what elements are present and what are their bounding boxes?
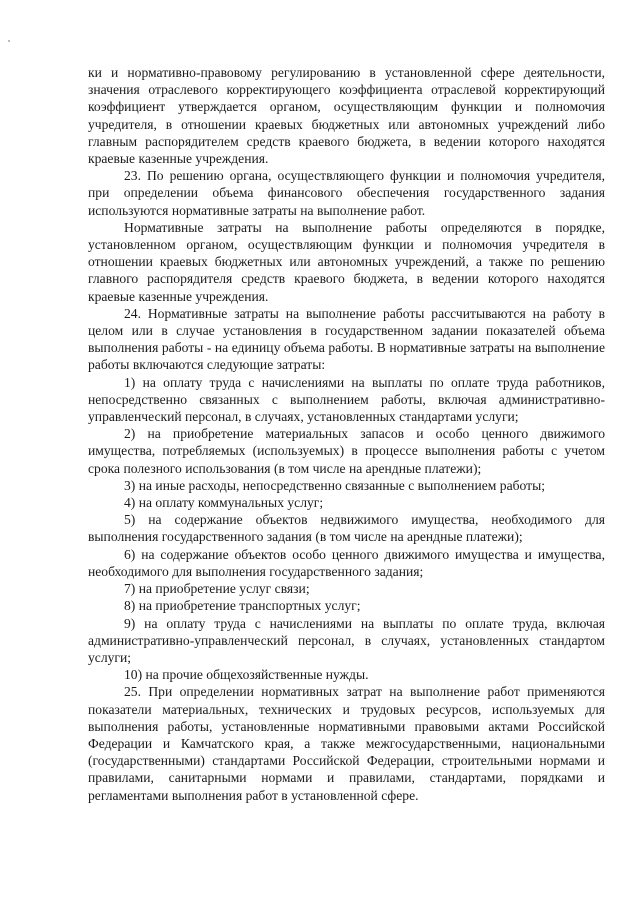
paragraph-continuation: ки и нормативно-правовому регулированию в установленной сфере деятельности, значения отраслевого корректирующего коэффициента отраслевой корректирующий коэффициент утверждается органом, осуществляющим функции и полномочия учредителя, в отношении краевых бюджетных или автономных учреждений либо главным распорядителем средств краевого бюджета, в ведении которого находятся краевые казенные учреждения. (88, 65, 605, 167)
paragraph-23: 23. По решению органа, осуществляющего функции и полномочия учредителя, при определении объема финансового обеспечения государственного задания используются нормативные затраты на выполнение работ. (88, 168, 605, 218)
paragraph-25: 25. При определении нормативных затрат на выполнение работ применяются показатели материальных, технических и трудовых ресурсов, используемых для выполнения работы, установленные нормативными правовыми актами Российской Федерации и Камчатского края, а также межгосударственными, национальными (государственными) стандартами Российской Федерации, строительными нормами и правилами, санитарными нормами и правилами, стандартами, порядками и регламентами выполнения работ в установленной сфере. (88, 684, 605, 803)
list-item-24-8: 8) на приобретение транспортных услуг; (124, 598, 361, 614)
list-item-24-1: 1) на оплату труда с начислениями на выплаты по оплате труда работников, непосредственно связанных с выполнением работы, включая административно-управленческий персонал, в случаях, установленных стандартами услуги; (88, 374, 605, 425)
list-item-24-4: 4) на оплату коммунальных услуг; (124, 495, 324, 511)
paragraph-24: 24. Нормативные затраты на выполнение работы рассчитываются на работу в целом или в случае установления в государственном задании показателей объема выполнения работы - на единицу объема работы. В нормативные затраты на выполнение работы включаются следующие затраты: (88, 305, 605, 373)
list-item-24-6: 6) на содержание объектов особо ценного движимого имущества и имущества, необходимого для выполнения государственного задания; (88, 546, 605, 579)
list-item-24-2: 2) на приобретение материальных запасов и особо ценного движимого имущества, потребляемых (используемых) в процессе выполнения работы с учетом срока полезного использования (в том числе на арендные платежи); (88, 426, 605, 476)
document-body (88, 64, 605, 804)
list-item-24-10: 10) на прочие общехозяйственные нужды. (124, 667, 369, 683)
list-item-24-3: 3) на иные расходы, непосредственно связанные с выполнением работы; (124, 477, 545, 493)
scan-artifact (8, 40, 10, 42)
list-item-24-7: 7) на приобретение услуг связи; (124, 581, 310, 597)
list-item-24-9: 9) на оплату труда с начислениями на выплаты по оплате труда, включая административно-управленческий персонал, в случаях, установленных стандартом услуги; (88, 615, 605, 665)
paragraph-23-cost-procedure: Нормативные затраты на выполнение работы определяются в порядке, установленном органом, осуществляющим функции и полномочия учредителя в отношении краевых бюджетных или автономных учреждений, а также по решению главного распорядителя средств краевого бюджета, в ведении которого находятся краевые казенные учреждения. (88, 219, 605, 304)
list-item-24-5: 5) на содержание объектов недвижимого имущества, необходимого для выполнения государственного задания (в том числе на арендные платежи); (88, 512, 605, 545)
